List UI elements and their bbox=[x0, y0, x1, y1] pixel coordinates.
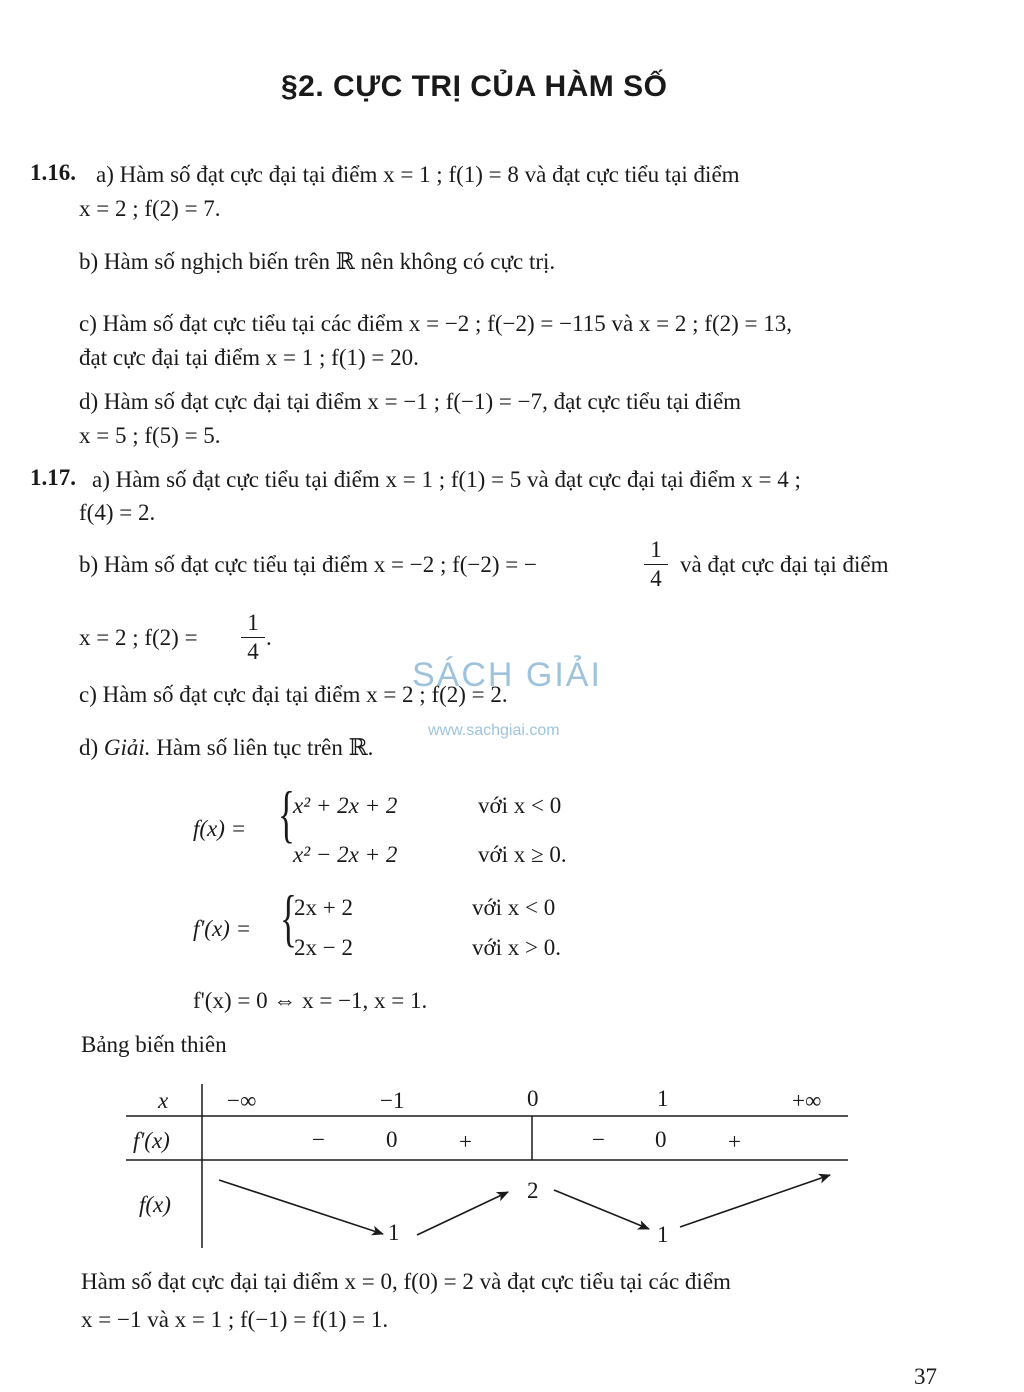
fprime-brace: { bbox=[280, 882, 297, 953]
ex116-a-line1: a) Hàm số đạt cực đại tại điểm x = 1 ; f(1) = 8 và đạt cực tiểu tại điểm bbox=[96, 162, 740, 187]
fprime-sign: + bbox=[459, 1129, 472, 1154]
f-case2: x² − 2x + 2 bbox=[293, 842, 398, 867]
watermark-url: www.sachgiai.com bbox=[428, 722, 560, 739]
ex117-d-text: Hàm số liên tục trên ℝ. bbox=[156, 735, 374, 760]
x-value-pos-inf: +∞ bbox=[792, 1088, 822, 1113]
ex116-d-line2: x = 5 ; f(5) = 5. bbox=[79, 423, 221, 448]
x-value-zero: 0 bbox=[527, 1086, 539, 1111]
ex117-b-line1-text: b) Hàm số đạt cực tiểu tại điểm x = −2 ; f(−2) = − bbox=[79, 552, 537, 577]
row-label-x: x bbox=[158, 1088, 169, 1113]
fraction-denominator: 4 bbox=[650, 566, 662, 591]
row-label-fprime: f'(x) bbox=[133, 1128, 170, 1153]
table-caption: Bảng biến thiên bbox=[81, 1032, 227, 1057]
fraction-numerator: 1 bbox=[247, 610, 259, 635]
conclusion-line1: Hàm số đạt cực đại tại điểm x = 0, f(0) = 2 và đạt cực tiểu tại các điểm bbox=[81, 1269, 731, 1294]
f-max-value: 2 bbox=[527, 1178, 539, 1203]
exercise-number-1-16: 1.16. bbox=[30, 160, 76, 185]
fprime-case1: 2x + 2 bbox=[294, 895, 353, 920]
ex117-d-giai: Giải. bbox=[103, 735, 151, 760]
ex116-a-line2: x = 2 ; f(2) = 7. bbox=[79, 196, 221, 221]
conclusion-line2: x = −1 và x = 1 ; f(−1) = f(1) = 1. bbox=[81, 1307, 389, 1332]
ex117-b-line2-text: x = 2 ; f(2) = bbox=[79, 625, 198, 650]
row-label-f: f(x) bbox=[139, 1192, 171, 1217]
ex117-a-line1: a) Hàm số đạt cực tiểu tại điểm x = 1 ; f(1) = 5 và đạt cực đại tại điểm x = 4 ; bbox=[92, 467, 801, 492]
arrow-decreasing bbox=[554, 1190, 649, 1229]
x-value-neg-inf: −∞ bbox=[227, 1088, 257, 1113]
ex117-a-line2: f(4) = 2. bbox=[79, 500, 156, 525]
page-number: 37 bbox=[914, 1364, 937, 1389]
arrow-increasing bbox=[680, 1175, 830, 1227]
exercise-number-1-17: 1.17. bbox=[30, 465, 76, 490]
fprime-zero-value: 0 bbox=[655, 1127, 667, 1152]
ex117-d-label: d) bbox=[79, 735, 99, 760]
fprime-zero-value: 0 bbox=[386, 1127, 398, 1152]
fprime-cond2: với x > 0. bbox=[472, 935, 562, 960]
watermark-brand: SÁCH GIẢI bbox=[412, 656, 602, 694]
f-brace: { bbox=[278, 778, 295, 849]
fprime-lhs: f'(x) = bbox=[193, 916, 252, 941]
fprime-sign: − bbox=[312, 1127, 325, 1152]
ex117-c: c) Hàm số đạt cực đại tại điểm x = 2 ; f(2) = 2. bbox=[79, 682, 508, 707]
ex117-b-line1-tail: và đạt cực đại tại điểm bbox=[680, 552, 889, 577]
arrow-decreasing bbox=[219, 1180, 383, 1234]
fprime-sign: − bbox=[592, 1127, 605, 1152]
fprime-cond1: với x < 0 bbox=[472, 895, 556, 920]
fprime-zero: f'(x) = 0 ⇔ x = −1, x = 1. bbox=[193, 988, 428, 1013]
ex116-d-line1: d) Hàm số đạt cực đại tại điểm x = −1 ; f(−1) = −7, đạt cực tiểu tại điểm bbox=[79, 389, 742, 414]
fraction-denominator: 4 bbox=[247, 639, 259, 664]
x-value-minus-one: −1 bbox=[380, 1088, 405, 1113]
ex116-b: b) Hàm số nghịch biến trên ℝ nên không có cực trị. bbox=[79, 249, 556, 274]
ex116-c-line2: đạt cực đại tại điểm x = 1 ; f(1) = 20. bbox=[79, 345, 419, 370]
fraction-numerator: 1 bbox=[650, 537, 662, 562]
f-cond2: với x ≥ 0. bbox=[478, 842, 567, 867]
fprime-case2: 2x − 2 bbox=[294, 935, 353, 960]
x-value-one: 1 bbox=[657, 1086, 669, 1111]
f-min-value: 1 bbox=[657, 1222, 669, 1247]
arrow-increasing bbox=[417, 1192, 508, 1235]
f-case1: x² + 2x + 2 bbox=[293, 793, 398, 818]
f-lhs: f(x) = bbox=[193, 816, 247, 841]
f-cond1: với x < 0 bbox=[478, 793, 562, 818]
page-title: §2. CỰC TRỊ CỦA HÀM SỐ bbox=[281, 70, 668, 103]
ex116-c-line1: c) Hàm số đạt cực tiểu tại các điểm x = −2 ; f(−2) = −115 và x = 2 ; f(2) = 13, bbox=[79, 311, 792, 336]
f-min-value: 1 bbox=[388, 1220, 400, 1245]
fprime-sign: + bbox=[728, 1129, 741, 1154]
ex117-b-line2-tail: . bbox=[266, 625, 272, 650]
